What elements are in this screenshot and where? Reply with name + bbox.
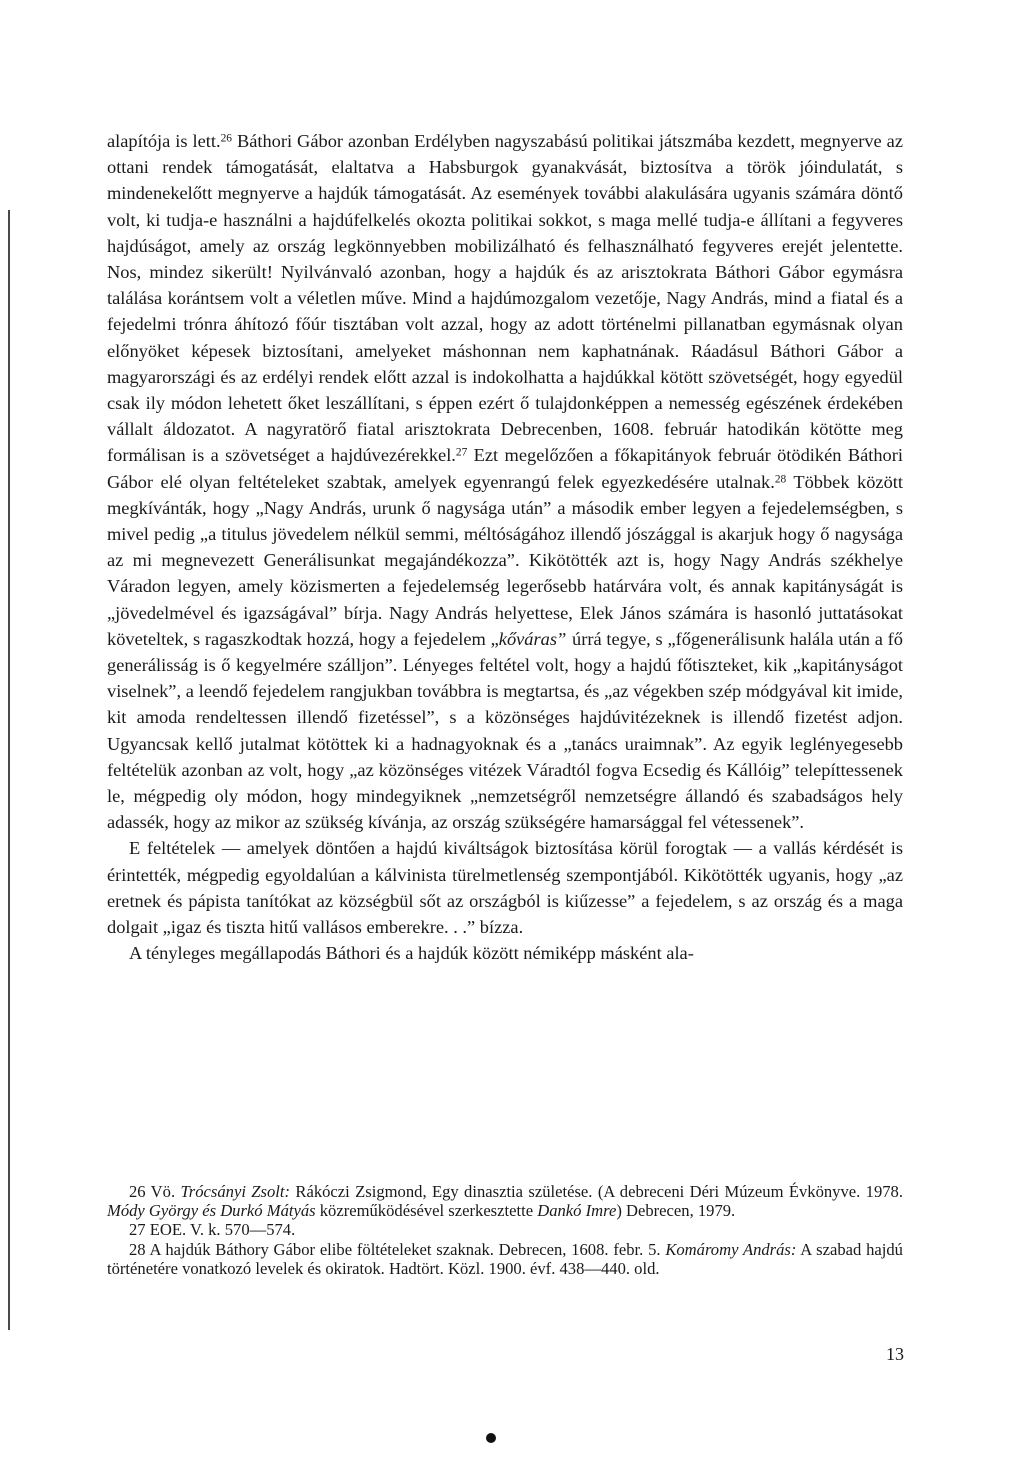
italic-term: kővárasˮ — [498, 628, 568, 649]
footnote-author: Komáromy András: — [665, 1239, 797, 1259]
paragraph-1: alapítója is lett.$^{26}$ Báthori Gábor azonban Erdélyben nagyszabású politikai játszmába kezdett, megnyerve az ottani rendek támogatását, elaltatva a Habsburgok gyanakvását, biztosítva a török jóindulatát, s mindenekelőtt megnyerve a hajdúk támogatását. Az események további alakulására ugyanis számára döntő volt, ki tudja-e használni a hajdúfelkelés okozta politikai sokkot, s maga mellé tudja-e állítani a fegyveres hajdúságot, amely az ország legkönnyebben mobilizálható és felhasználható fegyveres erejét jelentette. Nos, mindez sikerült! Nyilvánvaló azonban, hogy a hajdúk és az arisztokrata Báthori Gábor egymásra találása korántsem volt a véletlen műve. Mind a hajdúmozgalom vezetője, Nagy András, mind a fiatal és a fejedelmi trónra áhítozó főúr tisztában volt azzal, hogy az adott történelmi pillanatban egymásnak olyan előnyöket képesek biztosítani, amelyeket máshonnan nem kaphatnának. Ráadásul Báthori Gábor a magyarországi és az erdélyi rendek előtt azzal is indokolhatta a hajdúkkal kötött szövetségét, hogy egyedül csak ily módon lehetett őket leszállítani, s éppen ezért ő tulajdonképpen a nemesség egészének érdekében vállalt áldozatot. A nagyratörő fiatal arisztokrata Debrecenben, 1608. február hatodikán kötötte meg formálisan is a szövetséget a hajdúvezérekkel.$^{27}$ Ezt megelőzően a főkapitányok február ötödikén Báthori Gábor elé olyan feltételeket szabtak, amelyek egyenrangú felek egyezkedésére utalnak.$^{28}$ Többek között megkívánták, hogy „Nagy András, urunk ő nagysága után” a második ember legyen a fejedelemségben, s mivel pedig „a titulus jövedelem nélkül semmi, méltóságához illendő jószággal is akarjuk hogy ő nagysága az mi megnevezett Generálisunkat megajándékozza”. Kikötötték azt is, hogy Nagy András székhelye Váradon legyen, amely közismerten a fejedelemség legerősebb határvára volt, és annak kapitányságát is „jövedelmével és igazságával” bírja. Nagy András helyettese, Elek János számára is hasonló juttatásokat követeltek, s ragaszkodtak hozzá, hogy a fejedelem „kővárasˮ úrrá tegye, s „főgenerálisunk halála után a fő generálisság is ő kegyelmére szálljon”. Lényeges feltétel volt, hogy a hajdú főtiszteket, kik „kapitányságot viselnek”, a leendő fejedelem rangjukban továbbra is megtartsa, és „az végekben szép módgyával kit imide, kit amoda rendeltessen illendő fizetéssel”, s a közönséges hajdúvitézeknek is illendő fizetést adjon. Ugyancsak kellő jutalmat kötöttek ki a hadnagyoknak és a „tanács uraimnak”. Az egyik leglényegesebb feltételük azonban az volt, hogy „az közönséges vitézek Váradtól fogva Ecsedig és Kállóig” telepíttessenek le, mégpedig oly módon, hogy mindegyiknek „nemzetségről nemzetségre állandó és szabadságos hely adassék, hogy az mikor az szükség kívánja, az ország szükségére hamarsággal fel vétessenek”. — [107, 131, 903, 833]
paragraph-2: E feltételek — amelyek döntően a hajdú kiváltságok biztosítása körül forogtak — a vallás kérdését is érintették, mégpedig egyoldalúan a kálvinista türelmetlenség szempontjából. Kikötötték ugyanis, hogy „az eretnek és pápista tanítókat az községbül sőt az országból is kiűzesse” a fejedelem, s az ország és a maga dolgait „igaz és tiszta hitű vallásos emberekre. . .” bízza. — [107, 838, 903, 938]
footnotes — [107, 1182, 903, 1278]
footnote-ref-26: 26 — [220, 132, 232, 145]
margin-scan-line — [8, 210, 10, 1330]
footnote-28: 28 A hajdúk Báthory Gábor elibe föltételeket szaknak. Debrecen, 1608. febr. 5. Komáromy András: A szabad hajdú történetére vonatkozó levelek és okiratok. Hadtört. Közl. 1900. évf. 438—440. old. — [107, 1239, 903, 1278]
page-number: 13 — [886, 1344, 904, 1364]
footnote-author: Dankó Imre — [537, 1201, 617, 1221]
paragraph-3: A tényleges megállapodás Báthori és a hajdúk között némiképp másként ala- — [129, 943, 694, 964]
footnote-27: 27 EOE. V. k. 570—574. — [129, 1220, 296, 1240]
footnote-author: Módy György és Durkó Mátyás — [107, 1201, 316, 1221]
footnote-ref-28: 28 — [774, 472, 787, 485]
decorative-dot — [486, 1433, 496, 1443]
main-text — [107, 128, 903, 967]
footnote-ref-27: 27 — [455, 446, 468, 459]
footnote-26: 26 Vö. Trócsányi Zsolt: Rákóczi Zsigmond, Egy dinasztia születése. (A debreceni Déri Múzeum Évkönyve. 1978. Módy György és Durkó Mátyás közreműködésével szerkesztette Dankó Imre) Debrecen, 1979. — [107, 1182, 903, 1221]
footnote-author: Trócsányi Zsolt: — [180, 1182, 291, 1201]
